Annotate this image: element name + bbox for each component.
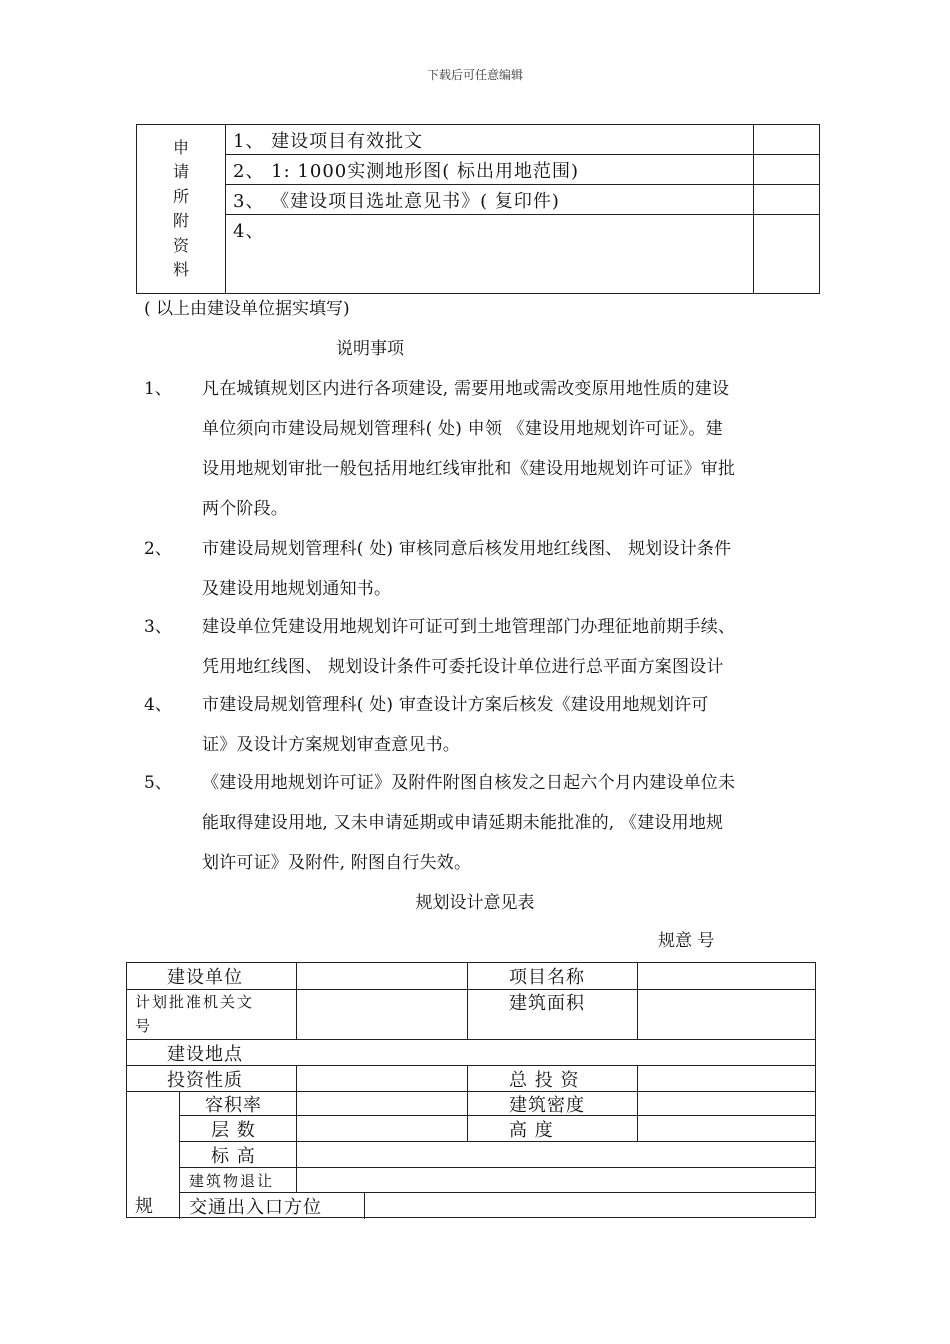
opinion-table <box>126 962 816 1218</box>
opinion-table-title: 规划设计意见表 <box>415 893 535 913</box>
item-line: 能取得建设用地, 又未申请延期或申请延期未能批准的, 《建设用地规 <box>202 813 724 833</box>
label-char: 资 <box>172 235 189 255</box>
divider <box>467 963 468 1039</box>
label-building-area: 建筑面积 <box>509 993 585 1014</box>
divider <box>467 1065 468 1091</box>
label-char: 附 <box>172 211 189 230</box>
item-line: 市建设局规划管理科( 处) 审查设计方案后核发《建设用地规划许可 <box>202 695 709 715</box>
label-building-density: 建筑密度 <box>509 1095 585 1116</box>
item-line: 建设单位凭建设用地规划许可证可到土地管理部门办理征地前期手续、 <box>202 617 736 637</box>
item-line: 凭用地红线图、 规划设计条件可委托设计单位进行总平面方案图设计 <box>202 657 724 677</box>
item-number: 3、 <box>144 617 172 637</box>
divider <box>296 1065 297 1091</box>
attachment-row: 2、 1: 1000实测地形图( 标出用地范围) <box>233 161 579 182</box>
label-traffic-access: 交通出入口方位 <box>189 1197 322 1218</box>
label-approval-doc-suffix: 号 <box>135 1017 153 1035</box>
divider <box>296 963 297 1039</box>
label-setback: 建筑物退让 <box>189 1172 275 1190</box>
attachments-table <box>136 124 820 294</box>
attachment-row: 3、 《建设项目选址意见书》( 复印件) <box>233 191 560 212</box>
divider <box>225 154 819 155</box>
divider <box>637 1091 638 1141</box>
divider <box>753 125 754 293</box>
label-char: 请 <box>172 162 189 181</box>
label-total-investment: 总 投 资 <box>509 1070 580 1091</box>
item-number: 1、 <box>144 379 172 399</box>
label-char: 申 <box>172 137 189 157</box>
fill-note: ( 以上由建设单位据实填写) <box>144 299 350 319</box>
item-line: 设用地规划审批一般包括用地红线审批和《建设用地规划许可证》审批 <box>202 459 736 479</box>
label-elevation: 标 高 <box>211 1146 256 1167</box>
label-height: 高 度 <box>509 1120 554 1141</box>
attachment-row: 4、 <box>233 221 265 242</box>
divider <box>179 1115 815 1116</box>
item-line: 市建设局规划管理科( 处) 审核同意后核发用地红线图、 规划设计条件 <box>202 539 732 559</box>
divider <box>296 1091 297 1192</box>
item-line: 《建设用地规划许可证》及附件附图自核发之日起六个月内建设单位未 <box>202 773 736 793</box>
label-approval-doc: 计划批准机关文 <box>135 993 255 1011</box>
divider <box>127 989 815 990</box>
divider <box>225 184 819 185</box>
attachment-row: 1、 建设项目有效批文 <box>233 131 424 152</box>
divider <box>225 125 226 293</box>
item-line: 划许可证》及附件, 附图自行失效。 <box>202 853 472 873</box>
label-investment-nature: 投资性质 <box>167 1070 243 1091</box>
doc-number: 规意 号 <box>658 931 715 951</box>
header-note: 下载后可任意编辑 <box>426 68 523 82</box>
item-number: 5、 <box>144 773 172 793</box>
divider <box>225 214 819 215</box>
label-location: 建设地点 <box>167 1044 243 1065</box>
item-line: 证》及设计方案规划审查意见书。 <box>202 735 460 755</box>
label-construction-unit: 建设单位 <box>167 967 243 988</box>
label-project-name: 项目名称 <box>509 967 585 988</box>
item-line: 两个阶段。 <box>202 499 288 519</box>
attachments-label <box>137 125 225 293</box>
divider <box>637 1065 638 1091</box>
label-char: 所 <box>172 186 189 206</box>
item-number: 4、 <box>144 695 172 715</box>
item-number: 2、 <box>144 539 172 559</box>
item-line: 单位须向市建设局规划管理科( 处) 申领 《建设用地规划许可证》。建 <box>202 419 723 439</box>
item-line: 凡在城镇规划区内进行各项建设, 需要用地或需改变原用地性质的建设 <box>202 379 730 399</box>
label-plot-ratio: 容积率 <box>205 1095 262 1116</box>
divider <box>364 1192 365 1219</box>
divider <box>179 1141 815 1142</box>
divider <box>179 1167 815 1168</box>
item-line: 及建设用地规划通知书。 <box>202 579 392 599</box>
divider <box>467 1091 468 1141</box>
label-floors: 层 数 <box>211 1120 256 1141</box>
label-char: 料 <box>172 260 189 279</box>
label-planning-group: 规 <box>135 1196 154 1217</box>
divider <box>179 1091 180 1219</box>
explanation-title: 说明事项 <box>336 339 404 359</box>
divider <box>637 963 638 1039</box>
